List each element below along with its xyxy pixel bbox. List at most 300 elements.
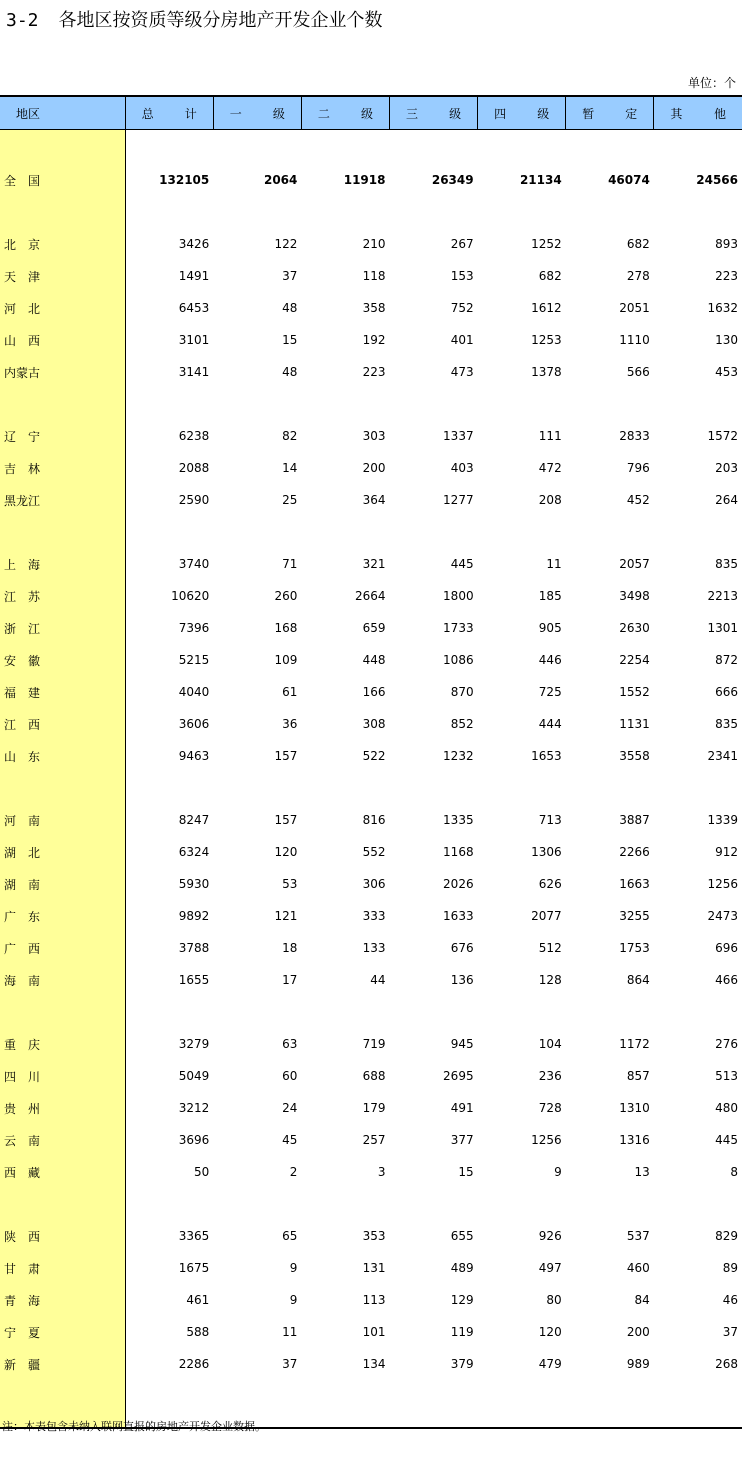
value-cell: 200 bbox=[626, 1325, 650, 1339]
value-cell: 460 bbox=[626, 1261, 650, 1275]
value-cell bbox=[478, 1188, 566, 1220]
table-title bbox=[6, 6, 383, 32]
value-cell: 25 bbox=[282, 493, 298, 507]
value-cell: 3426 bbox=[178, 237, 210, 251]
value-cell: 358 bbox=[362, 301, 386, 315]
value-cell bbox=[654, 516, 742, 548]
value-cell: 835 bbox=[715, 557, 738, 571]
region-cell: 江 西 bbox=[0, 708, 125, 740]
region-cell: 浙 江 bbox=[0, 612, 125, 644]
value-cell bbox=[213, 388, 301, 420]
region-cell: 辽 宁 bbox=[0, 420, 125, 452]
value-cell: 512 bbox=[538, 941, 562, 955]
value-cell: 1632 bbox=[707, 301, 738, 315]
value-cell: 4040 bbox=[178, 685, 210, 699]
value-cell: 18 bbox=[282, 941, 298, 955]
value-cell: 11 bbox=[546, 557, 562, 571]
region-cell: 云 南 bbox=[0, 1124, 125, 1156]
value-cell: 121 bbox=[274, 909, 298, 923]
value-cell: 3558 bbox=[619, 749, 650, 763]
value-cell: 682 bbox=[626, 237, 650, 251]
value-cell: 1572 bbox=[707, 429, 738, 443]
table-row bbox=[0, 996, 742, 1028]
region-cell: 西 藏 bbox=[0, 1156, 125, 1188]
value-cell: 466 bbox=[715, 973, 738, 987]
value-cell: 480 bbox=[715, 1101, 738, 1115]
header-grade1 bbox=[213, 96, 301, 130]
value-cell: 1800 bbox=[443, 589, 474, 603]
value-cell: 2630 bbox=[619, 621, 650, 635]
value-cell: 3696 bbox=[178, 1133, 210, 1147]
value-cell: 129 bbox=[450, 1293, 474, 1307]
value-cell: 1277 bbox=[443, 493, 474, 507]
table-row bbox=[0, 260, 742, 292]
value-cell: 2286 bbox=[178, 1357, 210, 1371]
value-cell: 2254 bbox=[619, 653, 650, 667]
value-cell: 364 bbox=[362, 493, 386, 507]
value-cell: 1753 bbox=[619, 941, 650, 955]
region-cell: 新 疆 bbox=[0, 1348, 125, 1380]
value-cell: 45 bbox=[282, 1133, 298, 1147]
value-cell: 278 bbox=[626, 269, 650, 283]
value-cell: 626 bbox=[538, 877, 562, 891]
region-cell bbox=[0, 196, 125, 228]
value-cell: 6453 bbox=[178, 301, 210, 315]
value-cell: 666 bbox=[715, 685, 738, 699]
table-title-text: 各地区按资质等级分房地产开发企业个数 bbox=[58, 10, 383, 31]
value-cell: 44 bbox=[370, 973, 386, 987]
value-cell: 200 bbox=[362, 461, 386, 475]
value-cell bbox=[125, 772, 213, 804]
value-cell: 71 bbox=[282, 557, 298, 571]
value-cell: 2213 bbox=[707, 589, 738, 603]
value-cell: 816 bbox=[362, 813, 386, 827]
value-cell: 6238 bbox=[178, 429, 210, 443]
value-cell: 1316 bbox=[619, 1133, 650, 1147]
value-cell: 65 bbox=[282, 1229, 298, 1243]
region-cell: 海 南 bbox=[0, 964, 125, 996]
value-cell: 134 bbox=[362, 1357, 386, 1371]
value-cell: 2695 bbox=[443, 1069, 474, 1083]
value-cell: 444 bbox=[538, 717, 562, 731]
value-cell bbox=[389, 1380, 477, 1428]
value-cell: 857 bbox=[626, 1069, 650, 1083]
value-cell: 113 bbox=[362, 1293, 386, 1307]
value-cell: 37 bbox=[282, 1357, 298, 1371]
value-cell: 101 bbox=[362, 1325, 386, 1339]
value-cell: 3365 bbox=[178, 1229, 210, 1243]
value-cell: 870 bbox=[450, 685, 474, 699]
table-row bbox=[0, 964, 742, 996]
table-row bbox=[0, 1316, 742, 1348]
value-cell: 552 bbox=[362, 845, 386, 859]
value-cell bbox=[125, 1188, 213, 1220]
value-cell: 1301 bbox=[707, 621, 738, 635]
value-cell: 276 bbox=[715, 1037, 738, 1051]
value-cell: 377 bbox=[450, 1133, 474, 1147]
value-cell bbox=[478, 130, 566, 165]
table-row bbox=[0, 548, 742, 580]
value-cell bbox=[213, 996, 301, 1028]
region-cell bbox=[0, 1188, 125, 1220]
value-cell: 24 bbox=[282, 1101, 298, 1115]
table-row bbox=[0, 644, 742, 676]
value-cell: 120 bbox=[274, 845, 298, 859]
value-cell: 15 bbox=[458, 1165, 474, 1179]
value-cell: 3788 bbox=[178, 941, 210, 955]
value-cell: 63 bbox=[282, 1037, 298, 1051]
value-cell: 5049 bbox=[178, 1069, 210, 1083]
value-cell bbox=[301, 1188, 389, 1220]
value-cell: 728 bbox=[538, 1101, 562, 1115]
table-row bbox=[0, 868, 742, 900]
value-cell: 796 bbox=[626, 461, 650, 475]
region-cell: 青 海 bbox=[0, 1284, 125, 1316]
value-cell: 210 bbox=[362, 237, 386, 251]
value-cell: 1253 bbox=[531, 333, 562, 347]
header-provisional bbox=[566, 96, 654, 130]
value-cell: 2266 bbox=[619, 845, 650, 859]
table-row bbox=[0, 804, 742, 836]
value-cell: 153 bbox=[450, 269, 474, 283]
value-cell: 84 bbox=[634, 1293, 650, 1307]
value-cell: 696 bbox=[715, 941, 738, 955]
region-cell: 宁 夏 bbox=[0, 1316, 125, 1348]
value-cell bbox=[213, 196, 301, 228]
value-cell bbox=[213, 772, 301, 804]
value-cell: 9 bbox=[554, 1165, 562, 1179]
value-cell bbox=[654, 996, 742, 1028]
value-cell: 203 bbox=[715, 461, 738, 475]
table-row bbox=[0, 612, 742, 644]
value-cell: 1733 bbox=[443, 621, 474, 635]
table-row bbox=[0, 484, 742, 516]
header-grade2 bbox=[301, 96, 389, 130]
value-cell: 1655 bbox=[178, 973, 210, 987]
value-cell: 537 bbox=[626, 1229, 650, 1243]
table-row bbox=[0, 900, 742, 932]
region-cell: 湖 北 bbox=[0, 836, 125, 868]
header-grade4 bbox=[478, 96, 566, 130]
value-cell: 264 bbox=[715, 493, 738, 507]
value-cell: 852 bbox=[450, 717, 474, 731]
value-cell: 24566 bbox=[696, 173, 738, 187]
region-cell: 全 国 bbox=[0, 164, 125, 196]
value-cell: 120 bbox=[538, 1325, 562, 1339]
value-cell: 185 bbox=[538, 589, 562, 603]
value-cell bbox=[125, 196, 213, 228]
value-cell: 453 bbox=[715, 365, 738, 379]
value-cell: 7396 bbox=[178, 621, 210, 635]
table-row bbox=[0, 324, 742, 356]
value-cell bbox=[654, 1380, 742, 1428]
value-cell: 3887 bbox=[619, 813, 650, 827]
region-cell: 福 建 bbox=[0, 676, 125, 708]
value-cell bbox=[478, 516, 566, 548]
value-cell: 489 bbox=[450, 1261, 474, 1275]
region-cell: 上 海 bbox=[0, 548, 125, 580]
value-cell: 15 bbox=[282, 333, 298, 347]
table-row bbox=[0, 1124, 742, 1156]
region-cell: 重 庆 bbox=[0, 1028, 125, 1060]
table-body bbox=[0, 130, 742, 1429]
value-cell: 119 bbox=[450, 1325, 474, 1339]
value-cell: 11918 bbox=[343, 173, 386, 187]
value-cell: 80 bbox=[546, 1293, 562, 1307]
value-cell: 479 bbox=[538, 1357, 562, 1371]
table-row bbox=[0, 420, 742, 452]
value-cell: 2064 bbox=[263, 173, 298, 187]
region-cell bbox=[0, 388, 125, 420]
value-cell bbox=[389, 196, 477, 228]
value-cell: 1633 bbox=[443, 909, 474, 923]
value-cell: 1335 bbox=[443, 813, 474, 827]
table-row bbox=[0, 1252, 742, 1284]
value-cell bbox=[566, 196, 654, 228]
value-cell: 713 bbox=[538, 813, 562, 827]
value-cell: 3 bbox=[377, 1165, 386, 1179]
region-cell bbox=[0, 516, 125, 548]
table-row bbox=[0, 1188, 742, 1220]
value-cell: 9 bbox=[289, 1293, 298, 1307]
value-cell: 2833 bbox=[619, 429, 650, 443]
header-total-text: 总 计 bbox=[141, 106, 197, 121]
value-cell: 2341 bbox=[707, 749, 738, 763]
value-cell: 3606 bbox=[178, 717, 210, 731]
value-cell: 133 bbox=[362, 941, 386, 955]
region-cell: 山 西 bbox=[0, 324, 125, 356]
value-cell: 472 bbox=[538, 461, 562, 475]
value-cell: 445 bbox=[450, 557, 474, 571]
value-cell: 446 bbox=[538, 653, 562, 667]
value-cell: 2590 bbox=[178, 493, 210, 507]
table-row bbox=[0, 388, 742, 420]
region-cell: 贵 州 bbox=[0, 1092, 125, 1124]
header-grade1-text: 一 级 bbox=[229, 106, 285, 121]
header-provisional-text: 暂 定 bbox=[582, 106, 638, 121]
header-region-text: 地区 bbox=[16, 106, 41, 121]
header-total bbox=[125, 96, 213, 130]
value-cell: 2664 bbox=[354, 589, 386, 603]
table-row bbox=[0, 1028, 742, 1060]
value-cell: 46 bbox=[722, 1293, 738, 1307]
value-cell: 2473 bbox=[707, 909, 738, 923]
table-row bbox=[0, 676, 742, 708]
value-cell: 26349 bbox=[431, 173, 474, 187]
value-cell bbox=[654, 388, 742, 420]
region-cell: 天 津 bbox=[0, 260, 125, 292]
value-cell: 132105 bbox=[159, 173, 210, 187]
value-cell bbox=[301, 516, 389, 548]
value-cell: 267 bbox=[450, 237, 474, 251]
value-cell: 835 bbox=[715, 717, 738, 731]
value-cell: 321 bbox=[362, 557, 386, 571]
value-cell: 452 bbox=[626, 493, 650, 507]
table-row bbox=[0, 772, 742, 804]
value-cell: 2026 bbox=[443, 877, 474, 891]
value-cell: 1612 bbox=[531, 301, 562, 315]
table-row bbox=[0, 516, 742, 548]
value-cell: 3498 bbox=[619, 589, 650, 603]
region-cell: 陕 西 bbox=[0, 1220, 125, 1252]
value-cell: 118 bbox=[362, 269, 386, 283]
value-cell: 3279 bbox=[178, 1037, 210, 1051]
header-row bbox=[0, 96, 742, 130]
value-cell: 497 bbox=[538, 1261, 562, 1275]
table-row bbox=[0, 1060, 742, 1092]
spacer-row bbox=[0, 130, 742, 165]
value-cell: 208 bbox=[538, 493, 562, 507]
value-cell: 445 bbox=[715, 1133, 738, 1147]
value-cell: 61 bbox=[282, 685, 298, 699]
value-cell: 1491 bbox=[178, 269, 210, 283]
value-cell: 223 bbox=[362, 365, 386, 379]
value-cell: 9463 bbox=[178, 749, 210, 763]
value-cell: 588 bbox=[186, 1325, 210, 1339]
value-cell: 491 bbox=[450, 1101, 474, 1115]
value-cell: 688 bbox=[362, 1069, 386, 1083]
region-cell: 广 西 bbox=[0, 932, 125, 964]
value-cell: 1306 bbox=[531, 845, 562, 859]
value-cell: 461 bbox=[186, 1293, 210, 1307]
value-cell: 513 bbox=[715, 1069, 738, 1083]
value-cell: 676 bbox=[450, 941, 474, 955]
value-cell bbox=[125, 516, 213, 548]
region-cell: 四 川 bbox=[0, 1060, 125, 1092]
table-row bbox=[0, 356, 742, 388]
value-cell: 379 bbox=[450, 1357, 474, 1371]
table-row bbox=[0, 1220, 742, 1252]
value-cell bbox=[301, 1380, 389, 1428]
value-cell: 522 bbox=[362, 749, 386, 763]
table-row bbox=[0, 164, 742, 196]
value-cell: 2077 bbox=[531, 909, 562, 923]
value-cell bbox=[125, 130, 213, 165]
value-cell bbox=[478, 196, 566, 228]
value-cell bbox=[301, 388, 389, 420]
value-cell: 872 bbox=[715, 653, 738, 667]
header-other-text: 其 他 bbox=[670, 106, 726, 121]
table-number: 3-2 bbox=[6, 10, 39, 31]
value-cell: 11 bbox=[282, 1325, 298, 1339]
value-cell: 3255 bbox=[619, 909, 650, 923]
value-cell: 179 bbox=[362, 1101, 386, 1115]
header-grade2-text: 二 级 bbox=[317, 106, 373, 121]
value-cell: 257 bbox=[362, 1133, 386, 1147]
value-cell: 1086 bbox=[443, 653, 474, 667]
header-grade3-text: 三 级 bbox=[405, 106, 462, 121]
value-cell bbox=[654, 772, 742, 804]
value-cell: 60 bbox=[282, 1069, 298, 1083]
value-cell bbox=[478, 996, 566, 1028]
table-row bbox=[0, 196, 742, 228]
value-cell: 8 bbox=[730, 1165, 738, 1179]
footnote: 注：本表包含未纳入联网直报的房地产开发企业数据。 bbox=[2, 1420, 266, 1433]
table-row bbox=[0, 836, 742, 868]
value-cell: 1663 bbox=[619, 877, 650, 891]
value-cell: 8247 bbox=[178, 813, 210, 827]
region-cell: 安 徽 bbox=[0, 644, 125, 676]
region-cell: 北 京 bbox=[0, 228, 125, 260]
value-cell: 109 bbox=[274, 653, 298, 667]
table-row bbox=[0, 1284, 742, 1316]
value-cell: 1256 bbox=[531, 1133, 562, 1147]
value-cell bbox=[125, 388, 213, 420]
region-cell: 甘 肃 bbox=[0, 1252, 125, 1284]
value-cell: 1252 bbox=[531, 237, 562, 251]
table-row bbox=[0, 452, 742, 484]
region-cell: 江 苏 bbox=[0, 580, 125, 612]
value-cell bbox=[389, 996, 477, 1028]
value-cell: 864 bbox=[626, 973, 650, 987]
value-cell bbox=[301, 196, 389, 228]
unit-label: 单位：个 bbox=[687, 76, 736, 90]
value-cell bbox=[654, 196, 742, 228]
value-cell: 682 bbox=[538, 269, 562, 283]
value-cell: 1378 bbox=[531, 365, 562, 379]
value-cell: 1168 bbox=[443, 845, 474, 859]
value-cell: 3212 bbox=[178, 1101, 210, 1115]
value-cell bbox=[654, 130, 742, 165]
header-region bbox=[0, 96, 125, 130]
value-cell: 401 bbox=[450, 333, 474, 347]
value-cell: 157 bbox=[274, 813, 298, 827]
value-cell: 36 bbox=[282, 717, 298, 731]
value-cell: 53 bbox=[282, 877, 298, 891]
value-cell: 50 bbox=[193, 1165, 210, 1179]
value-cell: 268 bbox=[715, 1357, 738, 1371]
value-cell: 223 bbox=[715, 269, 738, 283]
value-cell: 13 bbox=[634, 1165, 650, 1179]
value-cell bbox=[566, 1188, 654, 1220]
value-cell: 21134 bbox=[519, 173, 562, 187]
table-row bbox=[0, 292, 742, 324]
value-cell bbox=[389, 130, 477, 165]
value-cell: 303 bbox=[362, 429, 386, 443]
value-cell bbox=[301, 130, 389, 165]
value-cell: 128 bbox=[538, 973, 562, 987]
value-cell: 9 bbox=[289, 1261, 298, 1275]
value-cell: 1256 bbox=[707, 877, 738, 891]
value-cell: 157 bbox=[274, 749, 298, 763]
value-cell: 168 bbox=[274, 621, 298, 635]
region-cell bbox=[0, 130, 125, 165]
value-cell: 3141 bbox=[178, 365, 210, 379]
value-cell: 2051 bbox=[619, 301, 650, 315]
value-cell: 2057 bbox=[619, 557, 650, 571]
value-cell: 130 bbox=[715, 333, 738, 347]
value-cell bbox=[213, 1188, 301, 1220]
value-cell: 566 bbox=[626, 365, 650, 379]
table-row bbox=[0, 1348, 742, 1380]
value-cell: 10620 bbox=[171, 589, 210, 603]
value-cell: 473 bbox=[450, 365, 474, 379]
region-cell: 湖 南 bbox=[0, 868, 125, 900]
value-cell bbox=[213, 130, 301, 165]
value-cell: 306 bbox=[362, 877, 386, 891]
table-row bbox=[0, 932, 742, 964]
value-cell: 2 bbox=[289, 1165, 298, 1179]
value-cell: 17 bbox=[282, 973, 298, 987]
value-cell bbox=[125, 996, 213, 1028]
table-row bbox=[0, 228, 742, 260]
value-cell bbox=[566, 516, 654, 548]
value-cell: 659 bbox=[362, 621, 386, 635]
value-cell: 5930 bbox=[178, 877, 210, 891]
value-cell: 3101 bbox=[178, 333, 210, 347]
value-cell: 448 bbox=[362, 653, 386, 667]
value-cell bbox=[389, 516, 477, 548]
